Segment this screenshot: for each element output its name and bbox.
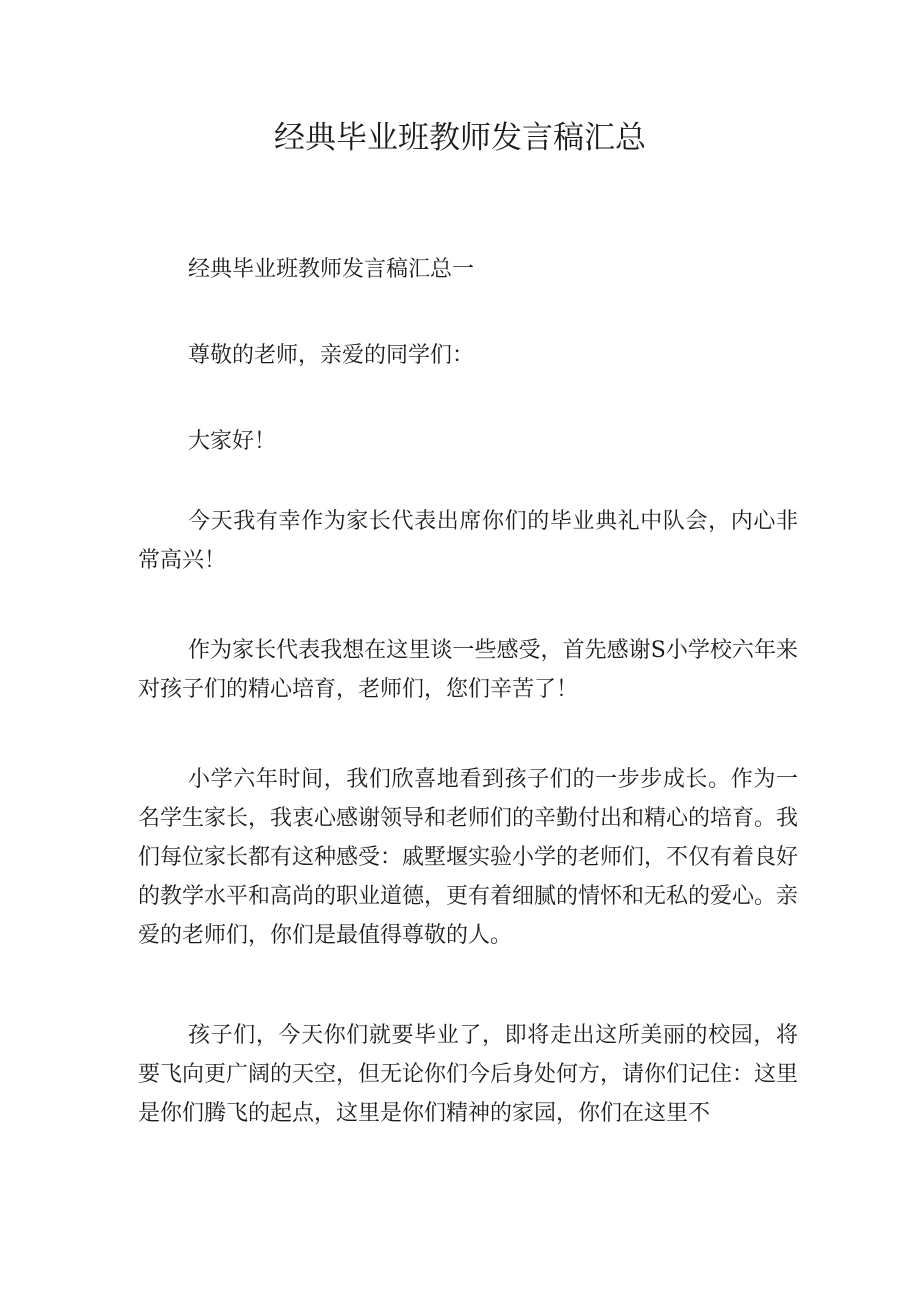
paragraph-body: 作为家长代表我想在这里谈一些感受，首先感谢S小学校六年来对孩子们的精心培育，老师们，您们辛苦了！ xyxy=(138,638,798,702)
paragraph-salutation: 尊敬的老师，亲爱的同学们： xyxy=(188,343,475,368)
paragraph-body: 小学六年时间，我们欣喜地看到孩子们的一步步成长。作为一名学生家长，我衷心感谢领导和老师们的辛勤付出和精心的培育。我们每位家长都有这种感受：戚墅堰实验小学的老师们，不仅有着良好的教学水平和高尚的职业道德，更有着细腻的情怀和无私的爱心。亲爱的老师们，你们是最值得尊敬的人。 xyxy=(138,767,799,948)
paragraph-section-heading: 经典毕业班教师发言稿汇总一 xyxy=(188,257,475,282)
paragraph-body: 孩子们，今天你们就要毕业了，即将走出这所美丽的校园，将要飞向更广阔的天空，但无论你们今后身处何方，请你们记住：这里是你们腾飞的起点，这里是你们精神的家园，你们在这里不 xyxy=(138,1023,799,1126)
document-title: 经典毕业班教师发言稿汇总 xyxy=(274,120,646,156)
paragraph-greeting: 大家好！ xyxy=(188,429,277,454)
paragraph-body: 今天我有幸作为家长代表出席你们的毕业典礼中队会，内心非常高兴！ xyxy=(138,509,798,573)
